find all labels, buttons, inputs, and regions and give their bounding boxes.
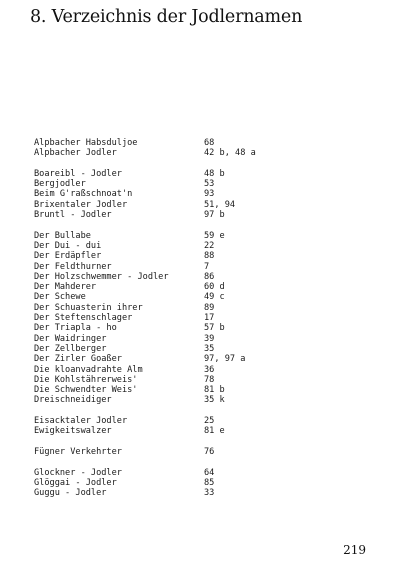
yodel-name-index (34, 138, 374, 509)
yodel-name: Brixentaler Jodler (34, 199, 128, 210)
index-entry (34, 189, 374, 199)
song-number: 48 b (204, 168, 225, 179)
index-entry (34, 272, 374, 282)
song-number: 35 (204, 343, 215, 354)
song-number: 22 (204, 240, 215, 251)
yodel-name: Die Kohlstährerweis' (34, 374, 138, 385)
song-number: 7 (204, 261, 210, 272)
index-entry (34, 344, 374, 354)
index-group (34, 138, 374, 159)
song-number: 89 (204, 302, 215, 313)
yodel-name: Der Zirler Goaßer (34, 354, 122, 365)
index-entry (34, 241, 374, 251)
index-entry (34, 169, 374, 179)
song-number: 76 (204, 446, 215, 457)
yodel-name: Der Waidringer (34, 333, 107, 344)
song-number: 97 b (204, 210, 225, 221)
yodel-name: Der Feldthurner (34, 261, 112, 272)
song-number: 93 (204, 189, 215, 200)
song-number: 85 (204, 477, 215, 488)
index-entry (34, 385, 374, 395)
song-number: 88 (204, 251, 215, 262)
yodel-name: Die Schwendter Weis' (34, 385, 138, 396)
yodel-name: Fügner Verkehrter (34, 446, 122, 457)
index-entry (34, 200, 374, 210)
yodel-name: Der Mahderer (34, 282, 97, 293)
index-group (34, 447, 374, 457)
index-group (34, 468, 374, 499)
song-number: 42 b, 48 a (204, 148, 256, 159)
index-entry (34, 179, 374, 189)
index-entry (34, 488, 374, 498)
yodel-name: Der Dui - dui (34, 240, 102, 251)
index-entry (34, 468, 374, 478)
yodel-name: Der Schewe (34, 292, 86, 303)
index-entry (34, 395, 374, 405)
song-number: 97, 97 a (204, 354, 246, 365)
index-entry (34, 375, 374, 385)
yodel-name: Guggu - Jodler (34, 488, 107, 499)
index-entry (34, 262, 374, 272)
song-number: 35 k (204, 395, 225, 406)
song-number: 64 (204, 467, 215, 478)
index-entry (34, 426, 374, 436)
yodel-name: Boareibl - Jodler (34, 168, 122, 179)
yodel-name: Beim G'raßschnoat'n (34, 189, 133, 200)
yodel-name: Alpbacher Habsduljoe (34, 138, 138, 148)
yodel-name: Der Zellberger (34, 343, 107, 354)
index-group (34, 169, 374, 220)
index-entry (34, 323, 374, 333)
index-entry (34, 416, 374, 426)
song-number: 36 (204, 364, 215, 375)
song-number: 17 (204, 313, 215, 324)
yodel-name: Bergjodler (34, 179, 86, 190)
index-entry (34, 138, 374, 148)
index-entry (34, 292, 374, 302)
yodel-name: Eisacktaler Jodler (34, 416, 128, 427)
song-number: 78 (204, 374, 215, 385)
index-entry (34, 365, 374, 375)
song-number: 51, 94 (204, 199, 236, 210)
index-entry (34, 334, 374, 344)
yodel-name: Bruntl - Jodler (34, 210, 112, 221)
index-entry (34, 354, 374, 364)
yodel-name: Die kloanvadrahte Alm (34, 364, 143, 375)
index-entry (34, 251, 374, 261)
yodel-name: Der Erdäpfler (34, 251, 102, 262)
song-number: 33 (204, 488, 215, 499)
song-number: 68 (204, 138, 215, 148)
song-number: 86 (204, 271, 215, 282)
section-heading: 8. Verzeichnis der Jodlernamen (30, 7, 303, 27)
index-entry (34, 231, 374, 241)
song-number: 81 e (204, 426, 225, 437)
yodel-name: Alpbacher Jodler (34, 148, 117, 159)
index-entry (34, 282, 374, 292)
song-number: 57 b (204, 323, 225, 334)
yodel-name: Der Holzschwemmer - Jodler (34, 271, 169, 282)
song-number: 25 (204, 416, 215, 427)
yodel-name: Der Bullabe (34, 230, 91, 241)
song-number: 81 b (204, 385, 225, 396)
yodel-name: Dreischneidiger (34, 395, 112, 406)
song-number: 53 (204, 179, 215, 190)
song-number: 49 c (204, 292, 225, 303)
yodel-name: Der Steftenschlager (34, 313, 133, 324)
yodel-name: Glockner - Jodler (34, 467, 122, 478)
index-entry (34, 303, 374, 313)
index-entry (34, 148, 374, 158)
index-entry (34, 447, 374, 457)
index-group (34, 416, 374, 437)
song-number: 60 d (204, 282, 225, 293)
yodel-name: Der Schuasterin ihrer (34, 302, 143, 313)
yodel-name: Der Triapla - ho (34, 323, 117, 334)
song-number: 59 e (204, 230, 225, 241)
index-entry (34, 210, 374, 220)
yodel-name: Glöggai - Jodler (34, 477, 117, 488)
index-group (34, 231, 374, 406)
index-entry (34, 313, 374, 323)
song-number: 39 (204, 333, 215, 344)
yodel-name: Ewigkeitswalzer (34, 426, 112, 437)
index-entry (34, 478, 374, 488)
page-number: 219 (343, 543, 366, 557)
